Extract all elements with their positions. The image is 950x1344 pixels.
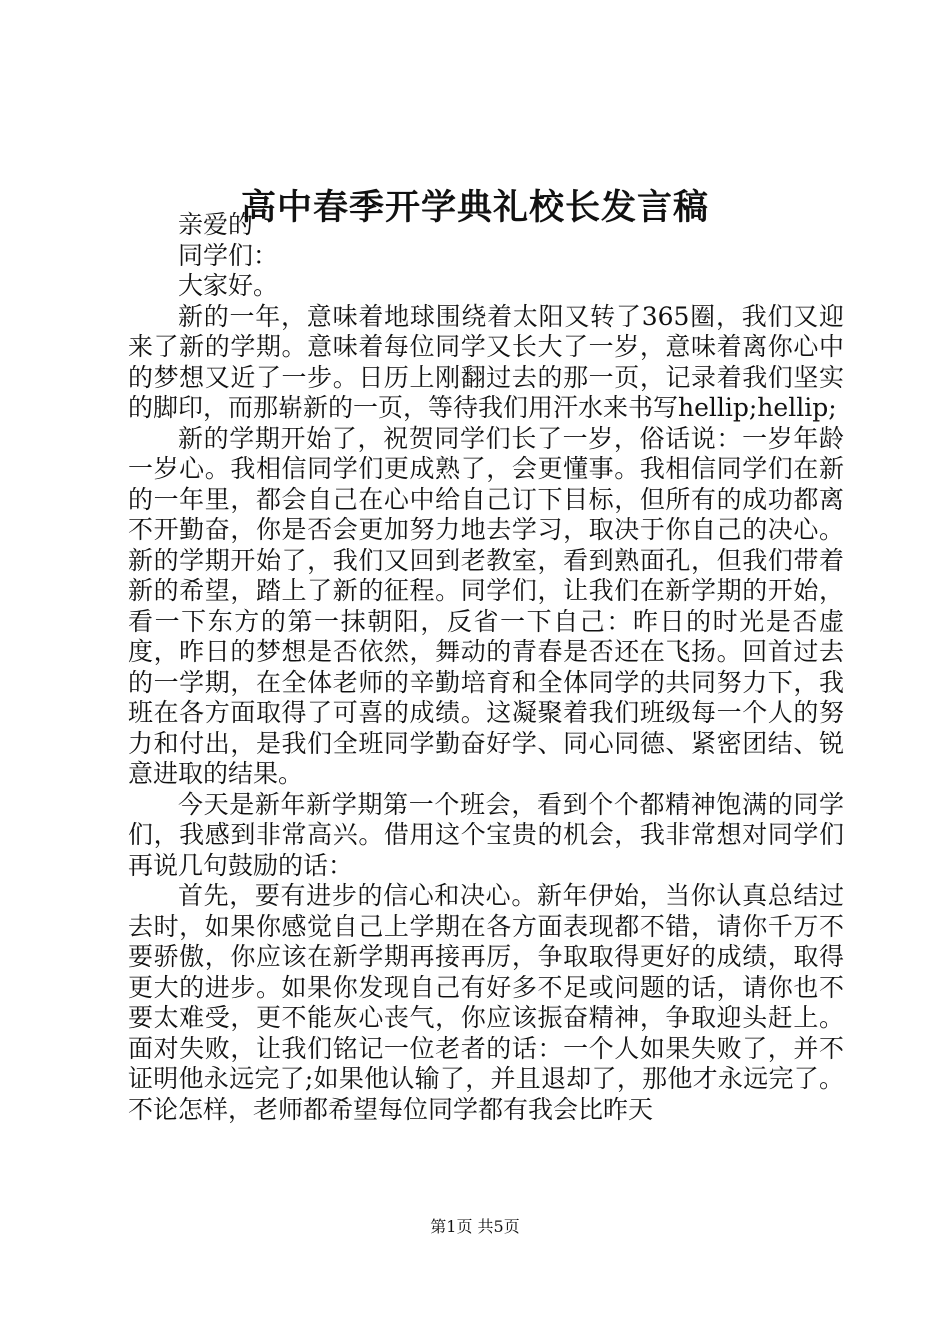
greeting-line-1: 亲爱的 <box>178 210 254 239</box>
document-body <box>128 210 844 1125</box>
page-footer: 第1页 共5页 <box>430 1217 520 1236</box>
page-title: 高中春季开学典礼校长发言稿 <box>240 187 709 228</box>
paragraph-3: 今天是新年新学期第一个班会，看到个个都精神饱满的同学们，我感到非常高兴。借用这个宝贵的机会，我非常想对同学们再说几句鼓励的话： <box>128 789 844 880</box>
greeting-line-3: 大家好。 <box>178 271 279 300</box>
paragraph-2: 新的学期开始了，祝贺同学们长了一岁，俗话说：一岁年龄一岁心。我相信同学们更成熟了，会更懂事。我相信同学们在新的一年里，都会自己在心中给自己订下目标，但所有的成功都离不开勤奋，你是否会更加努力地去学习，取决于你自己的决心。新的学期开始了，我们又回到老教室，看到熟面孔，但我们带着新的希望，踏上了新的征程。同学们，让我们在新学期的开始，看一下东方的第一抹朝阳，反省一下自己：昨日的时光是否虚度，昨日的梦想是否依然，舞动的青春是否还在飞扬。回首过去的一学期，在全体老师的辛勤培育和全体同学的共同努力下，我班在各方面取得了可喜的成绩。这凝聚着我们班级每一个人的努力和付出，是我们全班同学勤奋好学、同心同德、紧密团结、锐意进取的结果。 <box>128 423 844 788</box>
greeting-line-2: 同学们： <box>178 240 279 270</box>
paragraph-1: 新的一年，意味着地球围绕着太阳又转了365圈，我们又迎来了新的学期。意味着每位同学又长大了一岁，意味着离你心中的梦想又近了一步。日历上刚翻过去的那一页，记录着我们坚实的脚印，而那崭新的一页，等待我们用汗水来书写hellip;hellip; <box>128 301 844 422</box>
paragraph-4: 首先，要有进步的信心和决心。新年伊始，当你认真总结过去时，如果你感觉自己上学期在各方面表现都不错，请你千万不要骄傲，你应该在新学期再接再厉，争取取得更好的成绩，取得更大的进步。如果你发现自己有好多不足或问题的话，请你也不要太难受，更不能灰心丧气，你应该振奋精神，争取迎头赶上。面对失败，让我们铭记一位老者的话：一个人如果失败了，并不证明他永远完了;如果他认输了，并且退却了，那他才永远完了。不论怎样，老师都希望每位同学都有我会比昨天 <box>128 881 844 1124</box>
